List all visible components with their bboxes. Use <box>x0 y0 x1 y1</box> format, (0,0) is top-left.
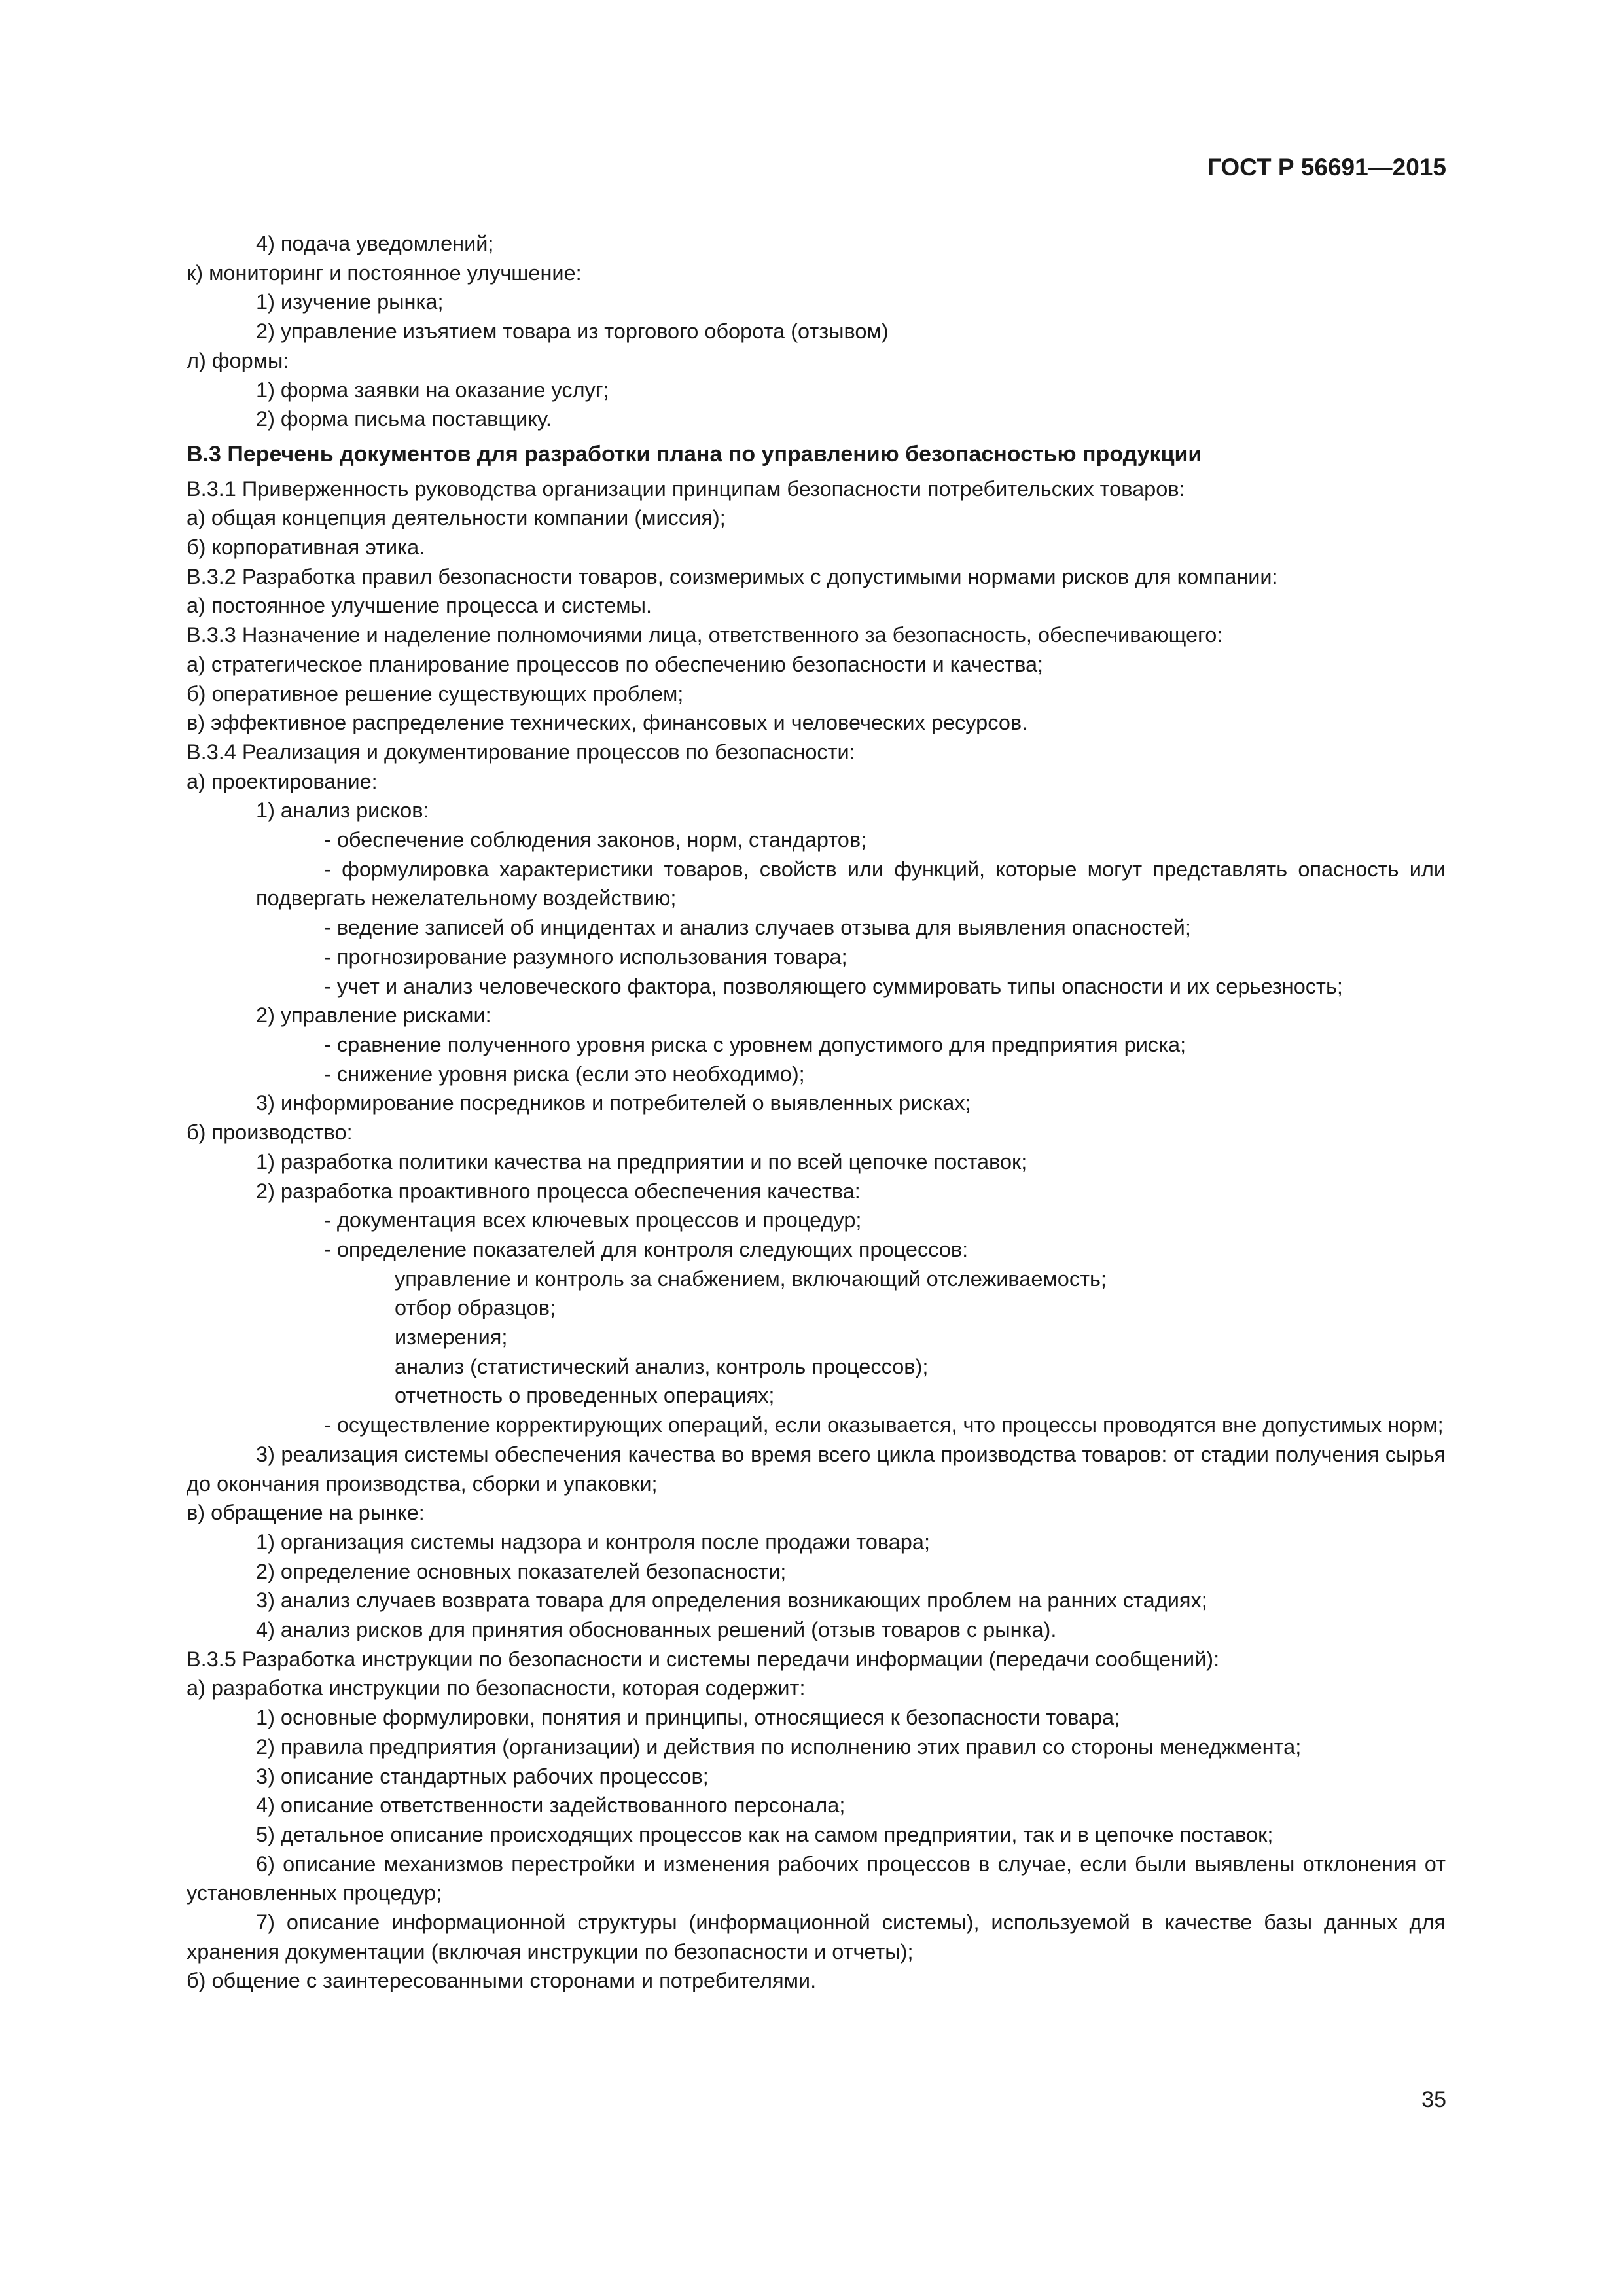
text-line: 1) форма заявки на оказание услуг; <box>256 378 609 402</box>
text-line: 2) правила предприятия (организации) и действия по исполнению этих правил со стороны менеджмента; <box>256 1734 1302 1759</box>
text-line: 4) анализ рисков для принятия обоснованных решений (отзыв товаров с рынка). <box>256 1618 1057 1642</box>
text-line: В.3.4 Реализация и документирование процессов по безопасности: <box>187 740 855 764</box>
text-line: в) эффективное распределение технических, финансовых и человеческих ресурсов. <box>187 711 1028 735</box>
text-line: 1) организация системы надзора и контроля после продажи товара; <box>256 1530 930 1554</box>
text-line: 1) анализ рисков: <box>256 798 429 823</box>
text-line: 3) информирование посредников и потребителей о выявленных рисках; <box>256 1091 971 1115</box>
text-line: а) разработка инструкции по безопасности, которая содержит: <box>187 1676 806 1700</box>
text-line: измерения; <box>395 1325 508 1350</box>
text-line: 7) описание информационной структуры (информационной системы), используемой в качестве базы данных для хранения документации (включая инструкции по безопасности и отчеты); <box>187 1910 1446 1964</box>
text-line: управление и контроль за снабжением, включающий отслеживаемость; <box>395 1266 1107 1291</box>
text-line: - осуществление корректирующих операций, если оказывается, что процессы проводятся вне допустимых норм; <box>324 1413 1444 1437</box>
text-line: 1) основные формулировки, понятия и принципы, относящиеся к безопасности товара; <box>256 1706 1120 1730</box>
text-line: В.3.3 Назначение и наделение полномочиями лица, ответственного за безопасность, обеспечивающего: <box>187 623 1223 647</box>
text-line: а) общая концепция деятельности компании (миссия); <box>187 506 726 530</box>
text-line: а) постоянное улучшение процесса и системы. <box>187 594 652 618</box>
text-line: - прогнозирование разумного использования товара; <box>324 944 847 969</box>
text-line: - ведение записей об инцидентах и анализ случаев отзыва для выявления опасностей; <box>324 916 1191 940</box>
text-line: 1) разработка политики качества на предприятии и по всей цепочке поставок; <box>256 1149 1027 1174</box>
text-line: 4) подача уведомлений; <box>256 232 494 255</box>
text-line: отбор образцов; <box>395 1296 556 1320</box>
text-line: б) производство: <box>187 1121 353 1145</box>
text-line: 4) описание ответственности задействованного персонала; <box>256 1793 846 1818</box>
document-body <box>187 229 1446 1996</box>
text-line: - снижение уровня риска (если это необходимо); <box>324 1062 805 1086</box>
text-line: В.3.1 Приверженность руководства организации принципам безопасности потребительских товаров: <box>187 476 1185 501</box>
page-number: 35 <box>1421 2087 1446 2112</box>
text-line: 3) анализ случаев возврата товара для определения возникающих проблем на ранних стадиях; <box>256 1588 1207 1613</box>
text-line: а) стратегическое планирование процессов по обеспечению безопасности и качества; <box>187 652 1044 676</box>
text-line: л) формы: <box>187 348 289 372</box>
text-line: - документация всех ключевых процессов и процедур; <box>324 1208 862 1232</box>
text-line: в) обращение на рынке: <box>187 1501 425 1525</box>
text-line: 6) описание механизмов перестройки и изменения рабочих процессов в случае, если были выявлены отклонения от установленных процедур; <box>187 1852 1446 1905</box>
document-header: ГОСТ Р 56691—2015 <box>1207 154 1446 181</box>
text-line: 3) реализация системы обеспечения качества во время всего цикла производства товаров: от стадии получения сырья до окончания производства, сборки и упаковки; <box>187 1442 1446 1496</box>
text-line: В.3.5 Разработка инструкции по безопасности и системы передачи информации (передачи сообщений): <box>187 1647 1220 1671</box>
text-line: - учет и анализ человеческого фактора, позволяющего суммировать типы опасности и их серьезность; <box>324 974 1343 998</box>
text-line: анализ (статистический анализ, контроль процессов); <box>395 1354 929 1378</box>
text-line: отчетность о проведенных операциях; <box>395 1384 775 1408</box>
text-line: В.3.2 Разработка правил безопасности товаров, соизмеримых с допустимыми нормами рисков для компании: <box>187 564 1278 588</box>
text-line: 3) описание стандартных рабочих процессов; <box>256 1764 709 1788</box>
text-line: - формулировка характеристики товаров, свойств или функций, которые могут представлять опасность или подвергать нежелательному воздействию; <box>256 857 1446 910</box>
text-line: 2) форма письма поставщику. <box>256 407 552 431</box>
text-line: б) корпоративная этика. <box>187 535 425 560</box>
text-line: а) проектирование: <box>187 769 378 793</box>
text-line: 2) управление рисками: <box>256 1003 491 1028</box>
text-line: - обеспечение соблюдения законов, норм, стандартов; <box>324 828 867 852</box>
text-line: 2) разработка проактивного процесса обеспечения качества: <box>256 1179 861 1203</box>
text-line: 1) изучение рынка; <box>256 290 444 314</box>
text-line: 2) управление изъятием товара из торгового оборота (отзывом) <box>256 319 889 344</box>
section-heading: В.3 Перечень документов для разработки плана по управлению безопасностью продукции <box>187 441 1202 467</box>
text-line: - определение показателей для контроля следующих процессов: <box>324 1237 969 1261</box>
text-line: б) общение с заинтересованными сторонами и потребителями. <box>187 1969 817 1993</box>
text-line: 5) детальное описание происходящих процессов как на самом предприятии, так и в цепочке поставок; <box>256 1822 1274 1846</box>
text-line: - сравнение полученного уровня риска с уровнем допустимого для предприятия риска; <box>324 1032 1186 1056</box>
text-line: к) мониторинг и постоянное улучшение: <box>187 260 582 285</box>
text-line: б) оперативное решение существующих проблем; <box>187 681 684 706</box>
text-line: 2) определение основных показателей безопасности; <box>256 1559 787 1583</box>
